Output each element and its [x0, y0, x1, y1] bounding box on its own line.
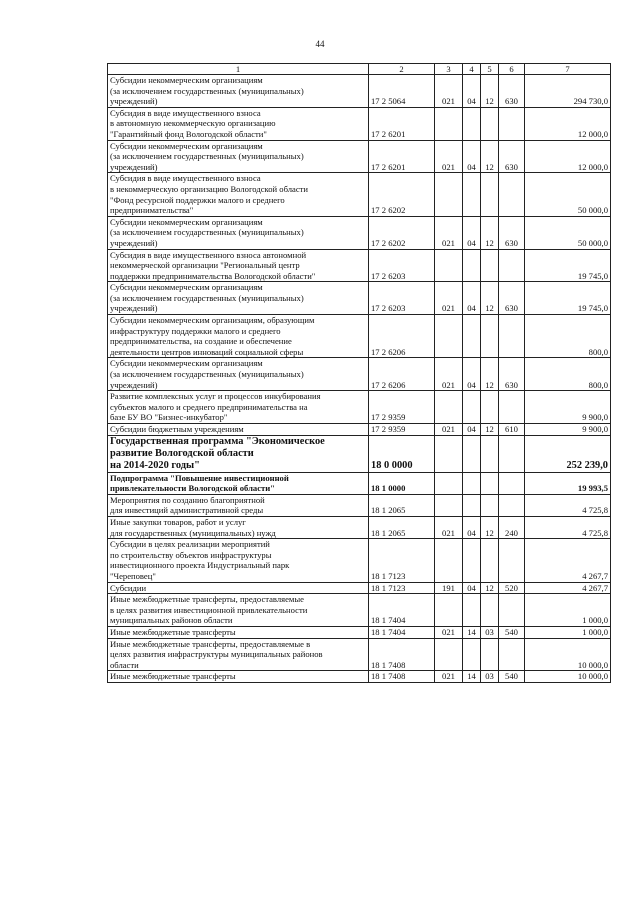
amount-cell: 19 993,5 — [525, 472, 611, 494]
section-cell: 04 — [463, 75, 481, 108]
table-row — [108, 358, 611, 391]
section-cell: 04 — [463, 516, 481, 538]
row-name-cell — [108, 435, 369, 472]
expense-type-cell — [499, 435, 525, 472]
amount-cell: 4 725,8 — [525, 494, 611, 516]
amount-cell: 50 000,0 — [525, 216, 611, 249]
row-name-line: Субсидии в целях реализации мероприятий — [110, 539, 270, 550]
amount-cell: 1 000,0 — [525, 626, 611, 638]
subsection-cell: 12 — [481, 216, 499, 249]
table-row — [108, 75, 611, 108]
expense-type-cell: 630 — [499, 282, 525, 315]
expense-type-cell — [499, 315, 525, 358]
department-code-cell: 021 — [435, 282, 463, 315]
target-code-cell: 18 1 2065 — [369, 494, 435, 516]
section-cell — [463, 594, 481, 627]
subsection-cell: 12 — [481, 140, 499, 173]
expense-type-cell — [499, 539, 525, 582]
department-code-cell — [435, 638, 463, 671]
row-name-line: деятельности центров инноваций социальной сферы — [110, 346, 304, 357]
department-code-cell — [435, 391, 463, 424]
row-name-cell — [108, 75, 369, 108]
target-code-cell: 17 2 6202 — [369, 173, 435, 216]
amount-cell: 294 730,0 — [525, 75, 611, 108]
table-row — [108, 216, 611, 249]
target-code-cell: 18 1 7404 — [369, 594, 435, 627]
row-name-line: Государственная программа "Экономическое — [110, 435, 325, 447]
row-name-cell — [108, 638, 369, 671]
row-name-cell — [108, 594, 369, 627]
target-code-cell: 18 1 0000 — [369, 472, 435, 494]
row-name-cell — [108, 582, 369, 594]
expense-type-cell — [499, 173, 525, 216]
row-name-cell — [108, 107, 369, 140]
target-code-cell: 17 2 9359 — [369, 424, 435, 436]
target-code-cell: 18 0 0000 — [369, 435, 435, 472]
table-row — [108, 315, 611, 358]
row-name-line: Субсидии некоммерческим организациям — [110, 282, 263, 293]
table-row — [108, 173, 611, 216]
row-name-cell — [108, 282, 369, 315]
row-name-line: некоммерческой организации "Региональный центр — [110, 260, 300, 271]
amount-cell: 10 000,0 — [525, 671, 611, 683]
department-code-cell — [435, 315, 463, 358]
row-name-cell — [108, 516, 369, 538]
row-name-cell — [108, 358, 369, 391]
row-name-line: в некоммерческую организацию Вологодской области — [110, 183, 309, 194]
amount-cell: 4 725,8 — [525, 516, 611, 538]
expense-type-cell: 240 — [499, 516, 525, 538]
column-header: 2 — [369, 64, 435, 75]
amount-cell: 800,0 — [525, 358, 611, 391]
row-name-line: для инвестиций административной среды — [110, 505, 264, 516]
row-name-line: субъектов малого и среднего предпринимательства на — [110, 401, 308, 412]
subsection-cell — [481, 391, 499, 424]
row-name-line: Подпрограмма "Повышение инвестиционной — [110, 472, 289, 483]
amount-cell: 19 745,0 — [525, 282, 611, 315]
subsection-cell: 12 — [481, 282, 499, 315]
row-name-line: Субсидии некоммерческим организациям — [110, 216, 263, 227]
amount-cell: 4 267,7 — [525, 582, 611, 594]
target-code-cell: 17 2 5064 — [369, 75, 435, 108]
row-name-cell — [108, 472, 369, 494]
row-name-line: (за исключением государственных (муниципальных) — [110, 292, 304, 303]
table-row — [108, 671, 611, 683]
row-name-line: Субсидии некоммерческим организациям — [110, 358, 263, 369]
department-code-cell: 021 — [435, 671, 463, 683]
target-code-cell: 17 2 6206 — [369, 358, 435, 391]
amount-cell: 9 900,0 — [525, 391, 611, 424]
row-name-line: на 2014-2020 годы" — [110, 459, 200, 471]
target-code-cell: 17 2 6203 — [369, 249, 435, 282]
row-name-cell — [108, 216, 369, 249]
section-cell: 14 — [463, 671, 481, 683]
row-name-line: инфраструктуру поддержки малого и среднего — [110, 325, 281, 336]
row-name-line: в целях развития инвестиционной привлекательности — [110, 604, 308, 615]
row-name-cell — [108, 315, 369, 358]
table-row — [108, 249, 611, 282]
subsection-cell: 12 — [481, 75, 499, 108]
subsection-cell — [481, 539, 499, 582]
expense-type-cell — [499, 107, 525, 140]
row-name-line: поддержки предпринимательства Вологодской области" — [110, 270, 316, 281]
row-name-line: Субсидии бюджетным учреждениям — [110, 424, 244, 434]
amount-cell: 252 239,0 — [525, 435, 611, 472]
budget-table — [107, 63, 611, 683]
row-name-line: базе БУ ВО "Бизнес-инкубатор" — [110, 412, 228, 423]
section-cell — [463, 107, 481, 140]
department-code-cell: 021 — [435, 626, 463, 638]
row-name-line: Субсидия в виде имущественного взноса автономной — [110, 249, 307, 260]
target-code-cell: 18 1 7123 — [369, 582, 435, 594]
section-cell — [463, 249, 481, 282]
row-name-line: муниципальных районов области — [110, 615, 233, 626]
row-name-line: привлекательности Вологодской области" — [110, 483, 275, 494]
table-row — [108, 140, 611, 173]
expense-type-cell: 610 — [499, 424, 525, 436]
row-name-cell — [108, 391, 369, 424]
expense-type-cell — [499, 494, 525, 516]
section-cell: 04 — [463, 140, 481, 173]
expense-type-cell: 630 — [499, 216, 525, 249]
section-cell — [463, 494, 481, 516]
amount-cell: 12 000,0 — [525, 107, 611, 140]
department-code-cell — [435, 249, 463, 282]
column-header: 4 — [463, 64, 481, 75]
row-name-line: Иные межбюджетные трансферты, предоставляемые в — [110, 638, 311, 649]
subsection-cell — [481, 594, 499, 627]
column-header: 6 — [499, 64, 525, 75]
department-code-cell: 021 — [435, 424, 463, 436]
row-name-line: области — [110, 659, 139, 670]
row-name-cell — [108, 140, 369, 173]
row-name-line: "Гарантийный фонд Вологодской области" — [110, 128, 267, 139]
department-code-cell — [435, 472, 463, 494]
row-name-cell — [108, 671, 369, 683]
subsection-cell — [481, 472, 499, 494]
row-name-line: предпринимательства" — [110, 205, 194, 216]
target-code-cell: 18 1 7408 — [369, 638, 435, 671]
header-row — [108, 64, 611, 75]
table-row — [108, 626, 611, 638]
section-cell: 04 — [463, 424, 481, 436]
target-code-cell: 18 1 7404 — [369, 626, 435, 638]
row-name-line: (за исключением государственных (муниципальных) — [110, 227, 304, 238]
target-code-cell: 17 2 6206 — [369, 315, 435, 358]
department-code-cell: 021 — [435, 216, 463, 249]
expense-type-cell: 630 — [499, 75, 525, 108]
table-row — [108, 472, 611, 494]
section-cell — [463, 391, 481, 424]
table-row — [108, 594, 611, 627]
row-name-cell — [108, 173, 369, 216]
row-name-line: развитие Вологодской области — [110, 447, 254, 459]
section-cell — [463, 315, 481, 358]
row-name-cell — [108, 539, 369, 582]
column-header: 1 — [108, 64, 369, 75]
table-row — [108, 435, 611, 472]
section-cell: 04 — [463, 282, 481, 315]
row-name-line: (за исключением государственных (муниципальных) — [110, 369, 304, 380]
page-number: 44 — [315, 39, 325, 49]
target-code-cell: 17 2 6201 — [369, 140, 435, 173]
row-name-line: "Череповец" — [110, 570, 156, 581]
row-name-cell — [108, 494, 369, 516]
amount-cell: 9 900,0 — [525, 424, 611, 436]
row-name-cell — [108, 249, 369, 282]
expense-type-cell — [499, 594, 525, 627]
subsection-cell — [481, 435, 499, 472]
row-name-line: (за исключением государственных (муниципальных) — [110, 85, 304, 96]
row-name-line: учреждений) — [110, 237, 158, 248]
subsection-cell — [481, 173, 499, 216]
row-name-line: Субсидии некоммерческим организациям — [110, 140, 263, 151]
row-name-line: по строительству объектов инфраструктуры — [110, 549, 272, 560]
expense-type-cell — [499, 638, 525, 671]
target-code-cell: 18 1 2065 — [369, 516, 435, 538]
amount-cell: 19 745,0 — [525, 249, 611, 282]
expense-type-cell — [499, 472, 525, 494]
department-code-cell — [435, 539, 463, 582]
department-code-cell — [435, 494, 463, 516]
row-name-line: Иные межбюджетные трансферты — [110, 671, 236, 682]
expense-type-cell — [499, 391, 525, 424]
row-name-line: Иные межбюджетные трансферты — [110, 626, 236, 637]
section-cell: 04 — [463, 358, 481, 391]
expense-type-cell — [499, 249, 525, 282]
section-cell — [463, 173, 481, 216]
section-cell — [463, 435, 481, 472]
table-row — [108, 282, 611, 315]
amount-cell: 10 000,0 — [525, 638, 611, 671]
department-code-cell: 021 — [435, 358, 463, 391]
column-header: 5 — [481, 64, 499, 75]
subsection-cell — [481, 638, 499, 671]
column-header: 3 — [435, 64, 463, 75]
target-code-cell: 18 1 7408 — [369, 671, 435, 683]
amount-cell: 800,0 — [525, 315, 611, 358]
department-code-cell — [435, 435, 463, 472]
table-row — [108, 494, 611, 516]
row-name-line: Субсидия в виде имущественного взноса — [110, 107, 261, 118]
table-row — [108, 107, 611, 140]
row-name-line: (за исключением государственных (муниципальных) — [110, 151, 304, 162]
row-name-line: Субсидия в виде имущественного взноса — [110, 173, 261, 184]
row-name-line: "Фонд ресурсной поддержки малого и среднего — [110, 194, 285, 205]
table-row — [108, 539, 611, 582]
section-cell: 14 — [463, 626, 481, 638]
department-code-cell: 021 — [435, 140, 463, 173]
target-code-cell: 17 2 6201 — [369, 107, 435, 140]
department-code-cell — [435, 107, 463, 140]
row-name-line: в автономную некоммерческую организацию — [110, 118, 276, 129]
row-name-line: учреждений) — [110, 96, 158, 107]
table-body — [108, 64, 611, 683]
expense-type-cell: 520 — [499, 582, 525, 594]
section-cell — [463, 638, 481, 671]
amount-cell: 50 000,0 — [525, 173, 611, 216]
table-row — [108, 391, 611, 424]
amount-cell: 4 267,7 — [525, 539, 611, 582]
row-name-line: учреждений) — [110, 161, 158, 172]
row-name-line: инвестиционного проекта Индустриальный парк — [110, 560, 290, 571]
subsection-cell — [481, 249, 499, 282]
target-code-cell: 17 2 9359 — [369, 391, 435, 424]
section-cell — [463, 472, 481, 494]
department-code-cell: 021 — [435, 75, 463, 108]
target-code-cell: 17 2 6203 — [369, 282, 435, 315]
section-cell: 04 — [463, 216, 481, 249]
department-code-cell: 021 — [435, 516, 463, 538]
table-row — [108, 516, 611, 538]
expense-type-cell: 540 — [499, 626, 525, 638]
amount-cell: 12 000,0 — [525, 140, 611, 173]
amount-cell: 1 000,0 — [525, 594, 611, 627]
expense-type-cell: 630 — [499, 140, 525, 173]
row-name-line: Мероприятия по созданию благоприятной — [110, 494, 265, 505]
row-name-line: Субсидии некоммерческим организациям, образующим — [110, 315, 315, 326]
row-name-line: Иные межбюджетные трансферты, предоставляемые — [110, 594, 304, 605]
target-code-cell: 18 1 7123 — [369, 539, 435, 582]
row-name-line: Субсидии — [110, 582, 147, 593]
department-code-cell — [435, 173, 463, 216]
column-header: 7 — [525, 64, 611, 75]
table-row — [108, 638, 611, 671]
expense-type-cell: 630 — [499, 358, 525, 391]
subsection-cell: 12 — [481, 358, 499, 391]
section-cell: 04 — [463, 582, 481, 594]
subsection-cell — [481, 107, 499, 140]
row-name-cell — [108, 424, 369, 436]
row-name-line: для государственных (муниципальных) нужд — [110, 527, 276, 538]
row-name-line: Иные закупки товаров, работ и услуг — [110, 516, 246, 527]
row-name-line: учреждений) — [110, 379, 158, 390]
row-name-line: учреждений) — [110, 303, 158, 314]
table-row — [108, 582, 611, 594]
subsection-cell: 03 — [481, 626, 499, 638]
row-name-line: Развитие комплексных услуг и процессов инкубирования — [110, 391, 321, 402]
subsection-cell — [481, 315, 499, 358]
row-name-line: предпринимательства, на создание и обеспечение — [110, 336, 292, 347]
row-name-line: целях развития инфраструктуры муниципальных районов — [110, 649, 323, 660]
subsection-cell: 12 — [481, 516, 499, 538]
subsection-cell: 12 — [481, 424, 499, 436]
subsection-cell — [481, 494, 499, 516]
row-name-line: Субсидии некоммерческим организациям — [110, 75, 263, 85]
subsection-cell: 12 — [481, 582, 499, 594]
target-code-cell: 17 2 6202 — [369, 216, 435, 249]
expense-type-cell: 540 — [499, 671, 525, 683]
section-cell — [463, 539, 481, 582]
subsection-cell: 03 — [481, 671, 499, 683]
table-row — [108, 424, 611, 436]
row-name-cell — [108, 626, 369, 638]
department-code-cell — [435, 594, 463, 627]
department-code-cell: 191 — [435, 582, 463, 594]
